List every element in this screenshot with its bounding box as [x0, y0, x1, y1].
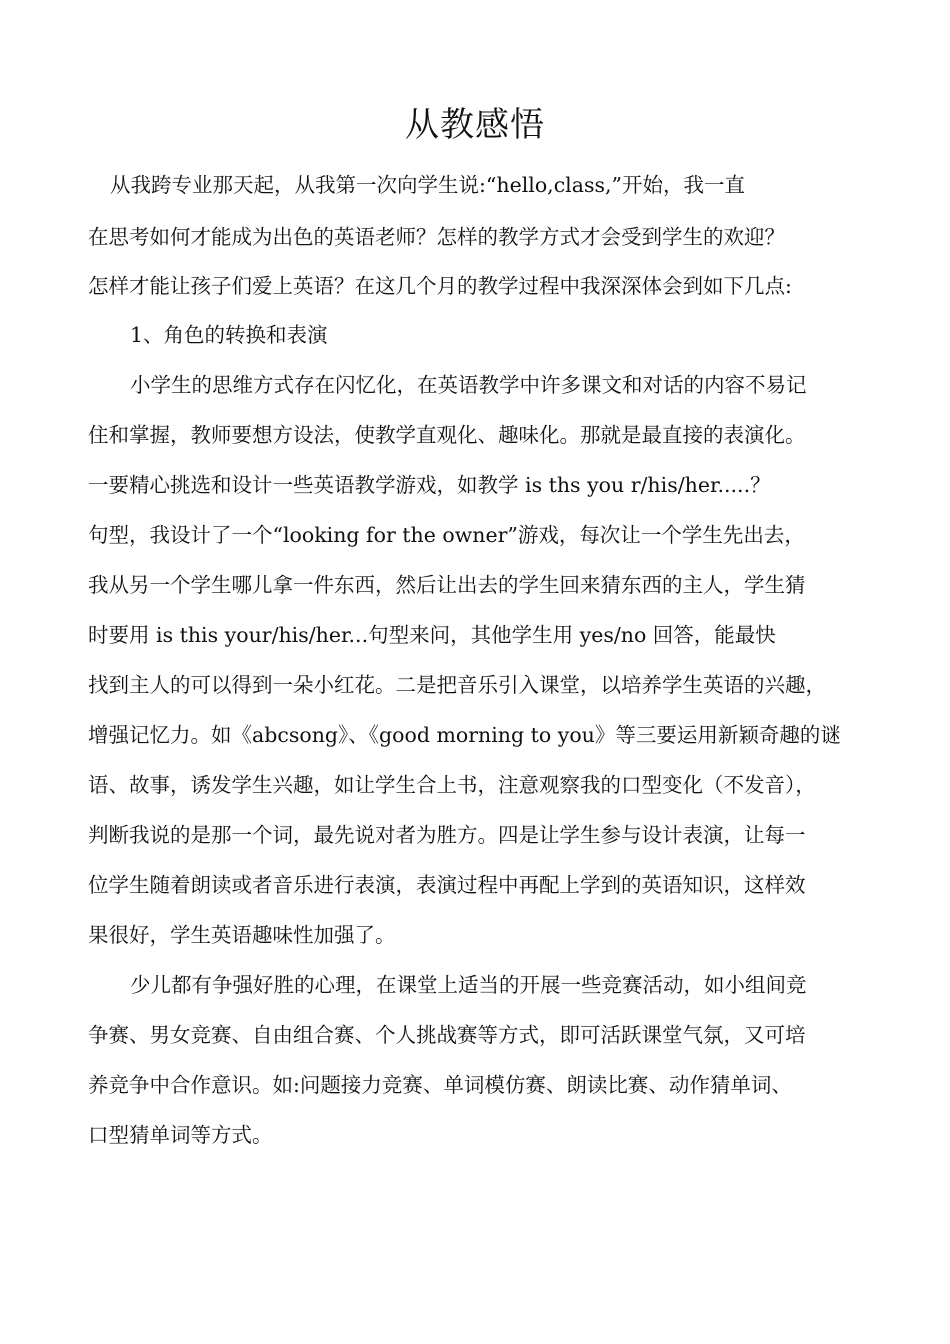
- paragraph-line: 判断我说的是那一个词，最先说对者为胜方。四是让学生参与设计表演，让每一: [88, 823, 806, 847]
- paragraph-line: 在思考如何才能成为出色的英语老师？怎样的教学方式才会受到学生的欢迎？: [88, 225, 785, 249]
- paragraph-line: 语、故事，诱发学生兴趣，如让学生合上书，注意观察我的口型变化（不发音），: [88, 773, 816, 797]
- paragraph-line: 少儿都有争强好胜的心理，在课堂上适当的开展一些竞赛活动，如小组间竞: [130, 973, 807, 997]
- paragraph-line: 位学生随着朗读或者音乐进行表演，表演过程中再配上学到的英语知识，这样效: [88, 873, 806, 897]
- paragraph-line: 争赛、男女竞赛、自由组合赛、个人挑战赛等方式，即可活跃课堂气氛，又可培: [88, 1023, 806, 1047]
- paragraph-line: 我从另一个学生哪儿拿一件东西，然后让出去的学生回来猜东西的主人，学生猜: [88, 573, 806, 597]
- document-title: 从教感悟: [405, 105, 545, 145]
- paragraph-line: 怎样才能让孩子们爱上英语？在这几个月的教学过程中我深深体会到如下几点:: [88, 274, 792, 298]
- paragraph-line: 养竞争中合作意识。如:问题接力竞赛、单词模仿赛、朗读比赛、动作猜单词、: [88, 1073, 792, 1097]
- paragraph-line: 小学生的思维方式存在闪忆化，在英语教学中许多课文和对话的内容不易记: [130, 373, 807, 397]
- section-heading: 1、角色的转换和表演: [130, 323, 328, 347]
- paragraph-line: 时要用 is this your/his/her...句型来问，其他学生用 yes/no 回答，能最快: [88, 623, 776, 647]
- paragraph-line: 句型，我设计了一个“looking for the owner”游戏，每次让一个学生先出去，: [88, 523, 805, 547]
- paragraph-line: 果很好，学生英语趣味性加强了。: [88, 923, 396, 947]
- paragraph-line: 一要精心挑选和设计一些英语教学游戏，如教学 is ths you r/his/her.....？: [88, 473, 771, 497]
- paragraph-line: 找到主人的可以得到一朵小红花。二是把音乐引入课堂，以培养学生英语的兴趣，: [88, 673, 826, 697]
- paragraph-line: 从我跨专业那天起，从我第一次向学生说:“hello,class,”开始，我一直: [110, 173, 745, 197]
- paragraph-line: 口型猜单词等方式。: [88, 1123, 273, 1147]
- paragraph-line: 增强记忆力。如《abcsong》、《good morning to you》等三要运用新颖奇趣的谜: [88, 723, 841, 747]
- paragraph-line: 住和掌握，教师要想方设法，使教学直观化、趣味化。那就是最直接的表演化。: [88, 423, 806, 447]
